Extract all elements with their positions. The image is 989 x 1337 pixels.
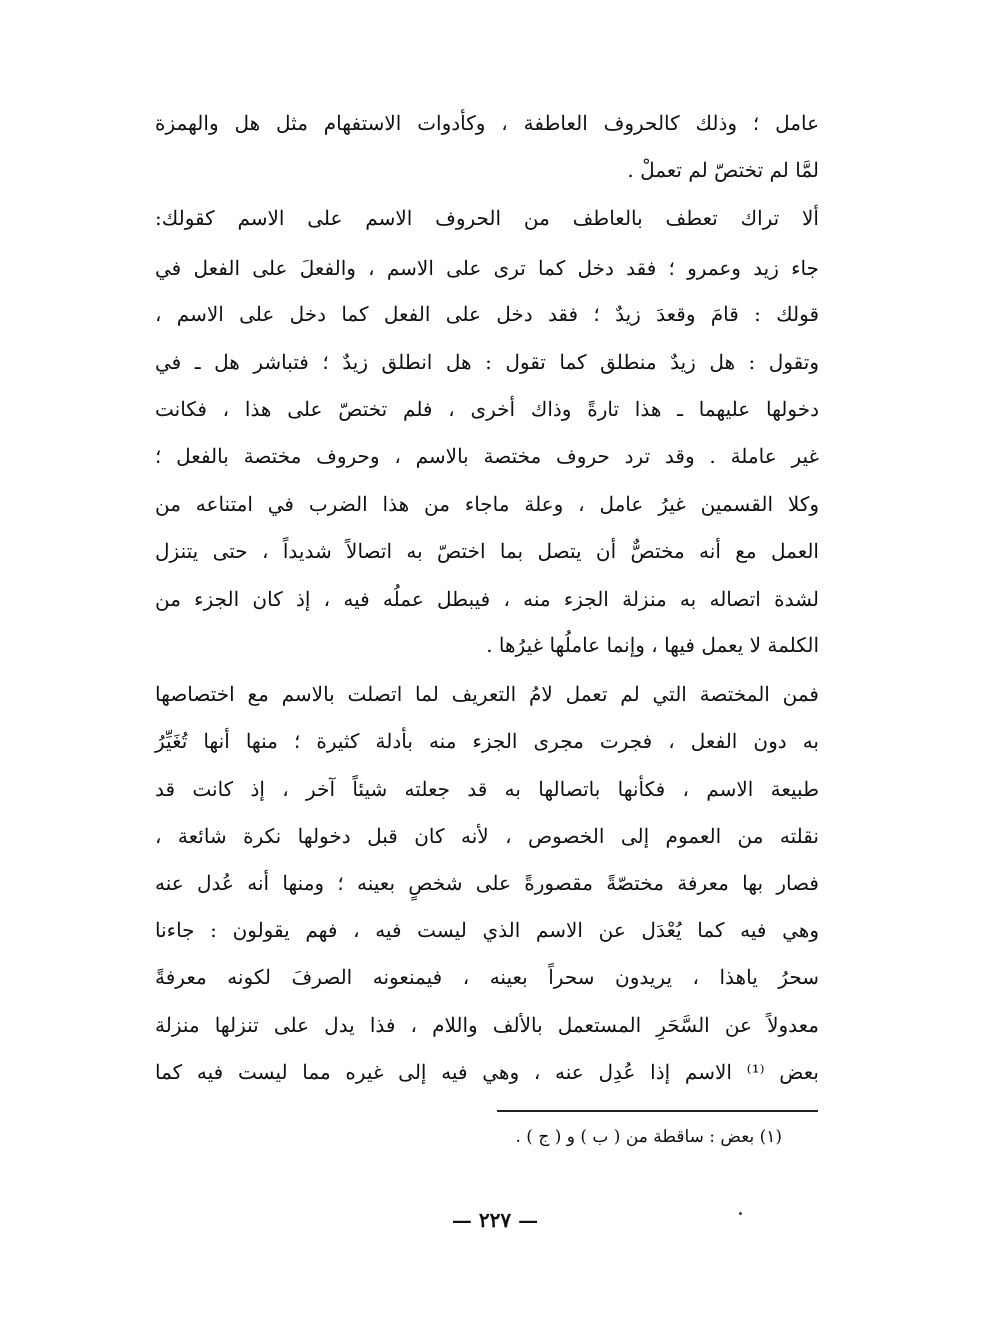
text-line: ألا تراك تعطف بالعاطف من الحروف الاسم على الاسم كقولك: — [155, 206, 819, 230]
text-line: لشدة اتصاله به منزلة الجزء منه ، فيبطل عملُه فيه ، إذ كان الجزء من — [155, 587, 819, 611]
text-line: وهي فيه كما يُعْدَل عن الاسم الذي ليست فيه ، فهم يقولون : جاءنا — [155, 918, 819, 942]
text-line: جاء زيد وعمرو ؛ فقد دخل كما ترى على الاسم ، والفعلَ على الفعل في — [155, 256, 819, 280]
text-line: به دون الفعل ، فجرت مجرى الجزء منه بأدلة كثيرة ؛ منها أنها تُغَيِّرُ — [155, 729, 819, 753]
text-line: لمَّا لم تختصّ لم تعملْ . — [627, 158, 819, 182]
text-line: وكلا القسمين غيرُ عامل ، وعلة ماجاء من هذا الضرب في امتناعه من — [155, 492, 819, 516]
text-line: فمن المختصة التي لم تعمل لامُ التعريف لما اتصلت بالاسم مع اختصاصها — [155, 682, 819, 706]
scan-speck — [739, 1212, 742, 1215]
text-line: معدولاً عن السَّحَرِ المستعمل بالألف واللام ، فذا يدل على تنزلها منزلة — [155, 1013, 819, 1037]
text-line: العمل مع أنه مختصٌّ أن يتصل بما اختصّ به اتصالاً شديداً ، حتى يتنزل — [155, 539, 819, 563]
text-line: نقلته من العموم إلى الخصوص ، لأنه كان قبل دخولها نكرة شائعة ، — [155, 824, 819, 848]
text-line: قولك : قامَ وقعدَ زيدٌ ؛ فقد دخل على الفعل كما دخل على الاسم ، — [155, 302, 819, 326]
text-line: دخولها عليهما ـ هذا تارةً وذاك أخرى ، فلم تختصّ على هذا ، فكانت — [155, 397, 819, 421]
text-line: طبيعة الاسم ، فكأنها باتصالها به قد جعلته شيئاً آخر ، إذ كانت قد — [155, 777, 819, 801]
footnote: (١) بعض : ساقطة من ( ب ) و ( ج ) . — [515, 1127, 782, 1147]
text-line: غير عاملة . وقد ترد حروف مختصة بالاسم ، وحروف مختصة بالفعل ؛ — [155, 444, 819, 468]
footnote-separator — [497, 1110, 818, 1112]
text-line: بعض ⁽¹⁾ الاسم إذا عُدِل عنه ، وهي فيه إلى غيره مما ليست فيه كما — [155, 1060, 819, 1084]
text-line: فصار بها معرفة مختصّةً مقصورةً على شخصٍ بعينه ؛ ومنها أنه عُدل عنه — [155, 871, 819, 895]
text-line: عامل ؛ وذلك كالحروف العاطفة ، وكأدوات الاستفهام مثل هل والهمزة — [155, 111, 819, 135]
text-line: وتقول : هل زيدٌ منطلق كما تقول : هل انطلق زيدٌ ؛ فتباشر هل ـ في — [155, 350, 819, 374]
page-number: — ٢٢٧ — — [451, 1208, 539, 1232]
text-line: الكلمة لا يعمل فيها ، وإنما عاملُها غيرُها . — [486, 633, 819, 657]
text-line: سحرُ ياهذا ، يريدون سحراً بعينه ، فيمنعونه الصرفَ لكونه معرفةً — [155, 965, 819, 989]
